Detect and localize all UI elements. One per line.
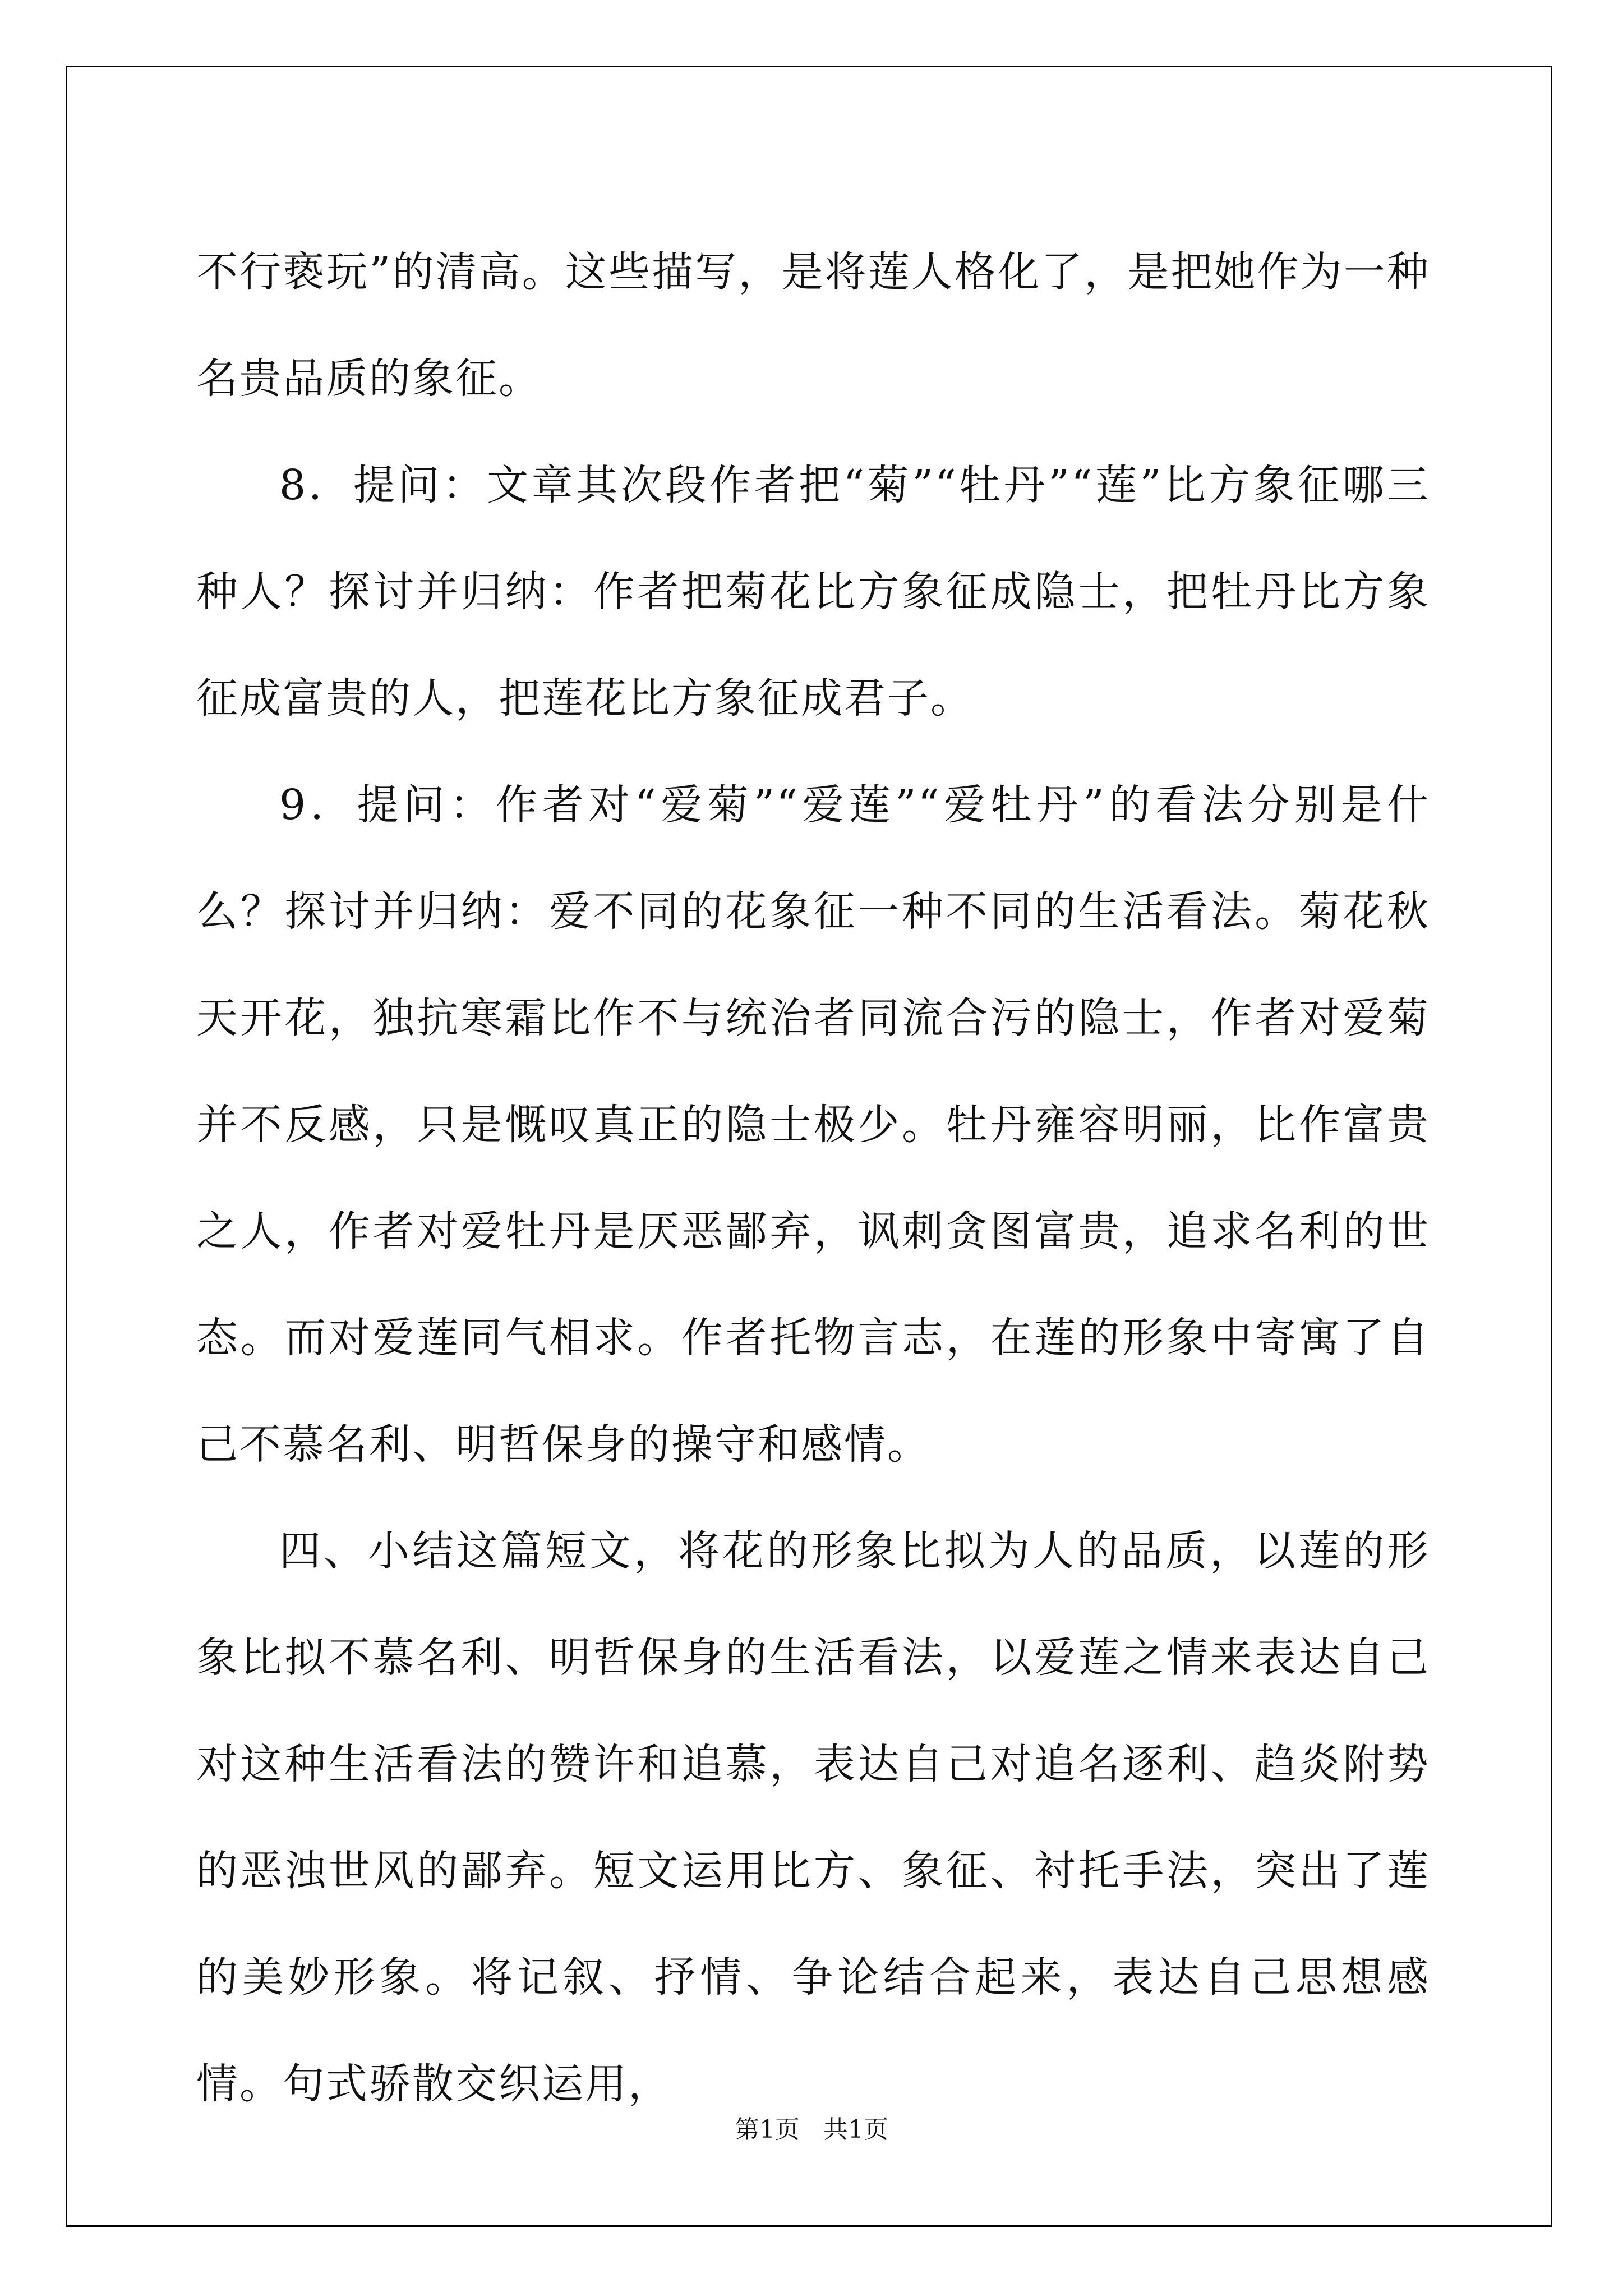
page-total: 共1页: [823, 2115, 888, 2144]
paragraph-question-8: 8．提问：文章其次段作者把“菊”“牡丹”“莲”比方象征哪三种人？探讨并归纳：作者把菊花比方象征成隐士，把牡丹比方象征成富贵的人，把莲花比方象征成君子。: [196, 461, 1430, 723]
paragraph-summary: 四、小结这篇短文，将花的形象比拟为人的品质，以莲的形象比拟不慕名利、明哲保身的生活看法，以爱莲之情来表达自己对这种生活看法的赞许和追慕，表达自己对追名逐利、趋炎附势的恶浊世风的鄙弃。短文运用比方、象征、衬托手法，突出了莲的美妙形象。将记叙、抒情、争论结合起来，表达自己思想感情。句式骄散交织运用，: [196, 1527, 1430, 2108]
paragraph-question-9: 9．提问：作者对“爱菊”“爱莲”“爱牡丹”的看法分别是什么？探讨并归纳：爱不同的花象征一种不同的生活看法。菊花秋天开花，独抗寒霜比作不与统治者同流合污的隐士，作者对爱菊并不反感，只是慨叹真正的隐士极少。牡丹雍容明丽，比作富贵之人，作者对爱牡丹是厌恶鄙弃，讽刺贪图富贵，追求名利的世态。而对爱莲同气相求。作者托物言志，在莲的形象中寄寓了自己不慕名利、明哲保身的操守和感情。: [196, 781, 1430, 1469]
document-body: [196, 219, 1430, 2137]
page-footer: [0, 2109, 1623, 2145]
page-number: 第1页: [735, 2115, 800, 2144]
paragraph-continuation: 不行亵玩”的清高。这些描写，是将莲人格化了，是把她作为一种名贵品质的象征。: [196, 248, 1430, 403]
